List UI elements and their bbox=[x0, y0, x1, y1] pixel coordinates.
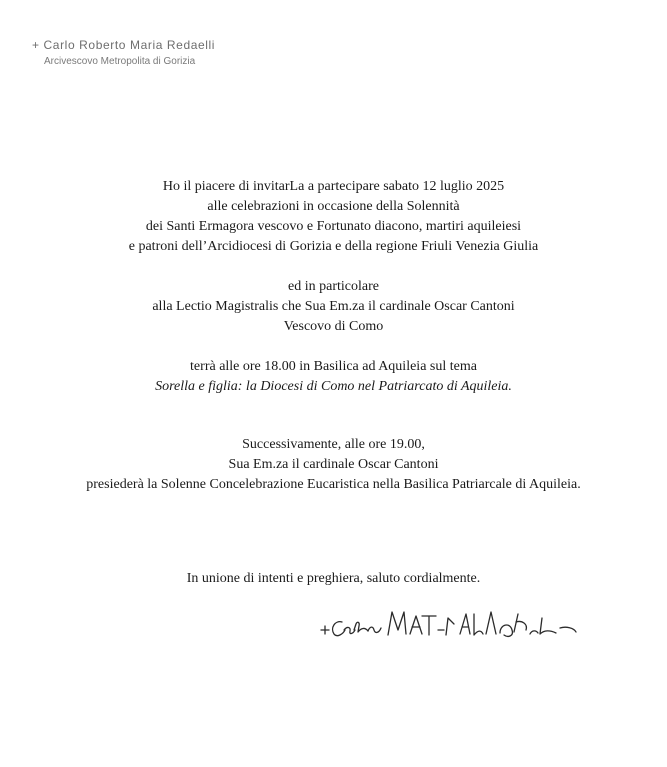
text-line: terrà alle ore 18.00 in Basilica ad Aquileia sul tema bbox=[190, 359, 477, 374]
text-line: ed in particolare bbox=[288, 279, 379, 294]
paragraph-lectio bbox=[0, 277, 667, 337]
text-line: e patroni dell’Arcidiocesi di Gorizia e della regione Friuli Venezia Giulia bbox=[128, 239, 539, 254]
text-line: alle celebrazioni in occasione della Solennità bbox=[207, 199, 460, 214]
paragraph-invitation bbox=[0, 177, 667, 257]
text-line: Sua Em.za il cardinale Oscar Cantoni bbox=[228, 457, 439, 472]
lecture-theme-title: Sorella e figlia: la Diocesi di Como nel Patriarcato di Aquileia. bbox=[155, 379, 512, 394]
text-line: presiederà la Solenne Concelebrazione Eucaristica nella Basilica Patriarcale di Aquileia. bbox=[86, 477, 581, 492]
closing-salutation: In unione di intenti e preghiera, saluto cordialmente. bbox=[186, 571, 481, 586]
letter-body bbox=[0, 177, 667, 589]
text-line: alla Lectio Magistralis che Sua Em.za il cardinale Oscar Cantoni bbox=[152, 299, 515, 314]
handwritten-signature bbox=[318, 600, 580, 646]
letterhead-title: Arcivescovo Metropolita di Gorizia bbox=[44, 56, 196, 67]
letterhead-name: + Carlo Roberto Maria Redaelli bbox=[32, 38, 216, 52]
paragraph-theme bbox=[0, 357, 667, 397]
text-line: Vescovo di Como bbox=[283, 319, 384, 334]
text-line: Ho il piacere di invitarLa a partecipare sabato 12 luglio 2025 bbox=[162, 179, 505, 194]
text-line: dei Santi Ermagora vescovo e Fortunato diacono, martiri aquileiesi bbox=[145, 219, 522, 234]
letterhead bbox=[32, 38, 215, 67]
paragraph-celebration bbox=[0, 435, 667, 495]
text-line: Successivamente, alle ore 19.00, bbox=[242, 437, 425, 452]
